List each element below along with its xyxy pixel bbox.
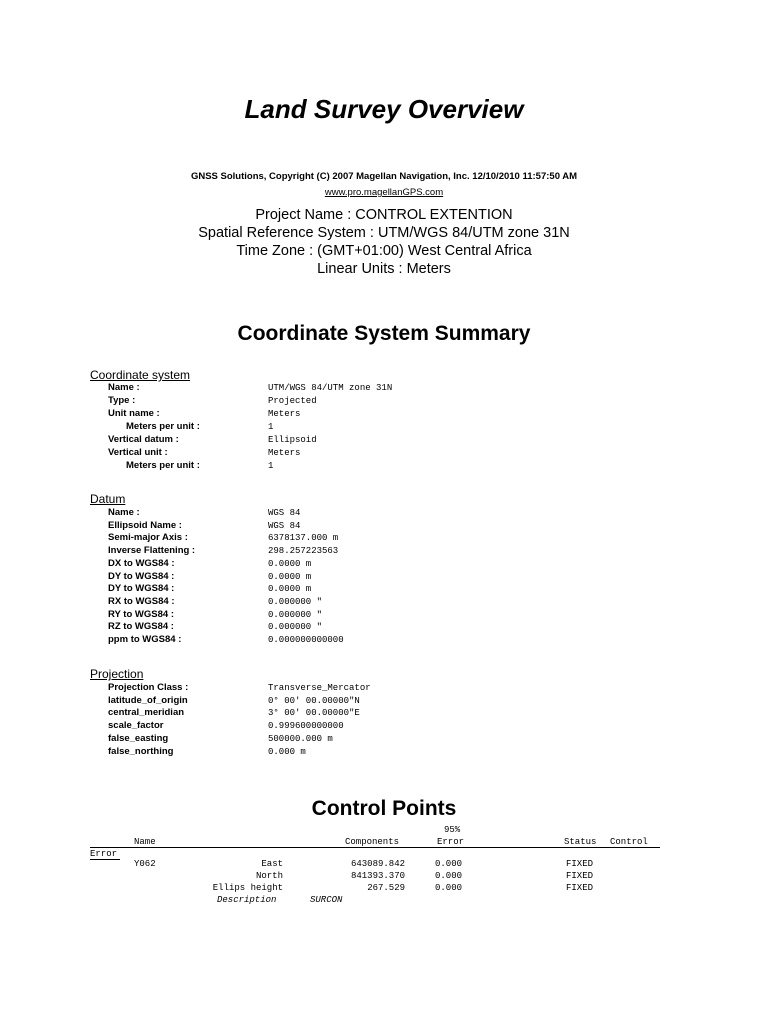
coordinate-system-label: Name : [108,382,140,393]
datum-value: 6378137.000 m [268,533,339,544]
datum-label: ppm to WGS84 : [108,634,182,645]
col-header-control-wrap: Error [90,849,118,859]
coordinate-system-label: Type : [108,395,136,406]
header-underline-wrap [90,859,120,860]
website-link[interactable]: www.pro.magellanGPS.com [324,187,444,198]
component-value: 643089.842 [350,859,405,869]
description-label: Description [217,895,277,905]
component-name: East [261,859,283,869]
datum-label: RY to WGS84 : [108,608,174,620]
col-header-status: Status [564,837,597,847]
projection-value: 0° 00' 00.00000"N [268,695,360,706]
projection-label: scale_factor [108,720,164,732]
control-points-heading: Control Points [311,797,457,820]
datum-value: 0.000000 " [268,596,323,607]
time-zone: Time Zone : (GMT+01:00) West Central Africa [236,243,532,259]
datum-value: WGS 84 [268,520,301,531]
spatial-reference-system: Spatial Reference System : UTM/WGS 84/UTM zone 31N [198,225,570,241]
coordinate-system-label: Unit name : [108,408,160,419]
projection-heading: Projection [90,667,144,681]
coordinate-system-label: Meters per unit : [126,460,200,471]
col-header-control: Control [610,837,648,847]
component-value: 841393.370 [350,871,405,881]
datum-label: Semi-major Axis : [108,532,188,544]
datum-label: DY to WGS84 : [108,570,175,582]
datum-heading: Datum [90,492,126,506]
projection-label: central_meridian [108,707,185,719]
coordinate-system-heading: Coordinate system [90,368,191,382]
point-name: Y062 [134,859,156,869]
coordinate-system-value: 1 [268,422,274,432]
coordinate-system-value: Meters [268,448,301,458]
component-name: Ellips height [212,883,283,893]
coordinate-system-value: Projected [268,396,317,406]
project-name: Project Name : CONTROL EXTENTION [255,207,513,223]
coordinate-system-label: Vertical unit : [108,447,168,458]
component-error: 0.000 [435,883,463,893]
projection-label: Projection Class : [108,682,189,693]
datum-value: 0.000000000000 [268,635,344,645]
component-value: 267.529 [367,883,405,893]
datum-label: RX to WGS84 : [108,595,175,607]
coordinate-system-label: Meters per unit : [126,421,200,432]
datum-value: 0.000000 " [268,622,323,633]
error-confidence-header: 95% [444,825,461,835]
datum-value: 298.257223563 [268,546,339,557]
datum-label: Ellipsoid Name : [108,519,182,531]
component-status: FIXED [566,871,594,881]
projection-value: 3° 00' 00.00000"E [268,708,360,719]
component-error: 0.000 [435,871,463,881]
datum-label: Name : [108,507,140,518]
datum-value: WGS 84 [268,508,301,518]
component-error: 0.000 [435,859,463,869]
datum-label: Inverse Flattening : [108,545,196,557]
coordinate-system-value: UTM/WGS 84/UTM zone 31N [268,383,393,393]
datum-value: 0.0000 m [268,571,312,582]
col-header-name: Name [134,837,156,847]
coordinate-system-value: 1 [268,461,274,471]
coordinate-system-label: Vertical datum : [108,434,179,445]
datum-value: 0.0000 m [268,584,312,595]
page-title: Land Survey Overview [244,94,524,124]
projection-label: latitude_of_origin [108,694,188,706]
header-underline [90,847,660,848]
component-status: FIXED [566,883,594,893]
coordinate-system-value: Ellipsoid [268,435,317,445]
projection-label: false_northing [108,745,174,757]
projection-label: false_easting [108,732,169,744]
col-header-error: Error [437,837,465,847]
projection-value: Transverse_Mercator [268,683,371,693]
datum-value: 0.000000 " [268,609,323,620]
coordinate-system-summary-heading: Coordinate System Summary [237,322,531,345]
linear-units: Linear Units : Meters [317,261,451,277]
projection-value: 500000.000 m [268,733,333,744]
datum-label: DY to WGS84 : [108,583,175,595]
component-status: FIXED [566,859,594,869]
coordinate-system-value: Meters [268,409,301,419]
col-header-components: Components [345,837,400,847]
component-name: North [255,871,283,881]
projection-value: 0.999600000000 [268,721,344,732]
copyright-line: GNSS Solutions, Copyright (C) 2007 Magellan Navigation, Inc. 12/10/2010 11:57:50 AM [190,171,578,182]
datum-label: DX to WGS84 : [108,557,175,569]
datum-label: RZ to WGS84 : [108,621,174,633]
projection-value: 0.000 m [268,746,306,757]
project-info [0,206,768,278]
description-value: SURCON [310,895,343,905]
datum-value: 0.0000 m [268,558,312,569]
